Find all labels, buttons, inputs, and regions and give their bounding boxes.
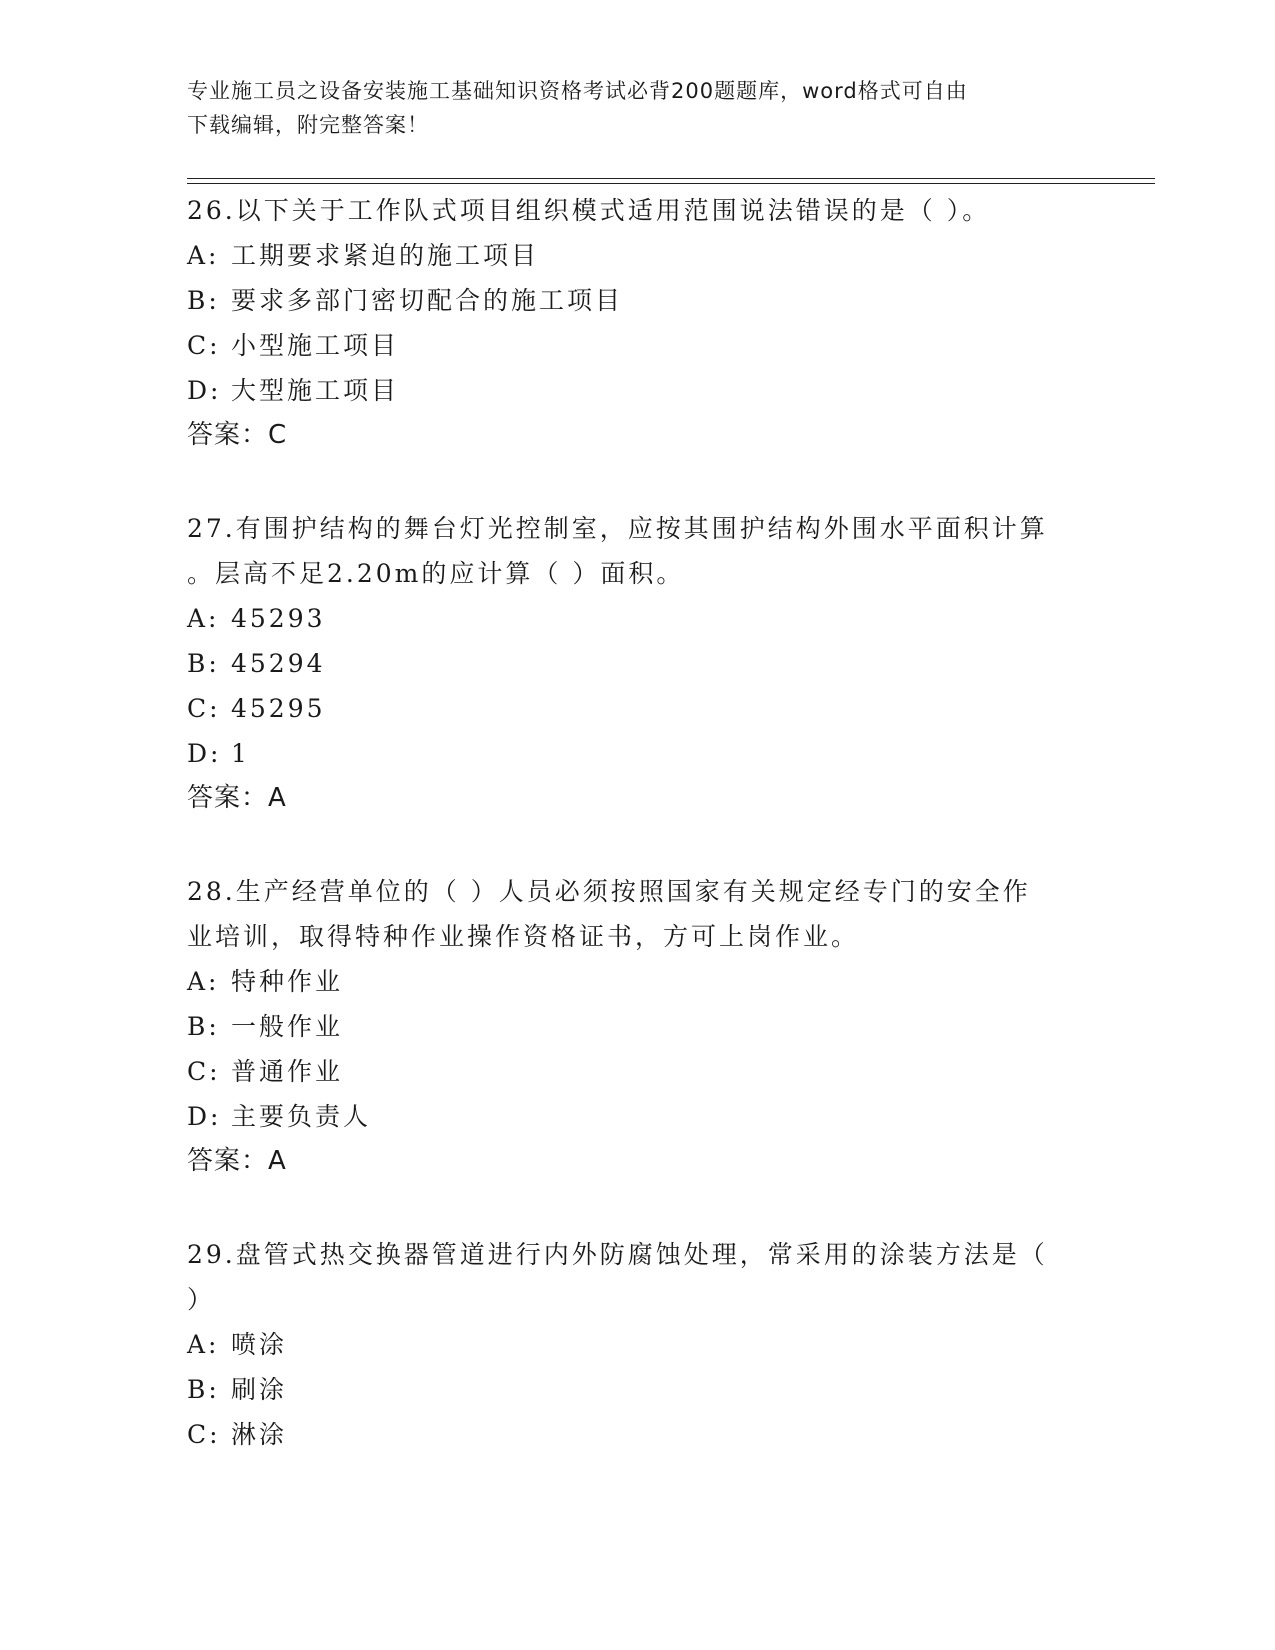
question-list xyxy=(187,188,1087,1505)
question-stem xyxy=(187,1232,1087,1277)
question-block xyxy=(187,869,1087,1184)
answer-option xyxy=(187,1412,1087,1457)
question-number: 29. xyxy=(187,1240,236,1269)
option-text: 要求多部门密切配合的施工项目 xyxy=(231,286,624,315)
option-text: 主要负责人 xyxy=(231,1102,372,1131)
option-letter: D: xyxy=(187,739,222,768)
question-number: 27. xyxy=(187,514,236,543)
question-stem xyxy=(187,188,1087,233)
option-letter: A: xyxy=(187,604,220,633)
answer-option xyxy=(187,278,1087,323)
option-letter: B: xyxy=(187,1012,220,1041)
header-divider-top xyxy=(187,178,1155,179)
option-text: 45294 xyxy=(231,649,326,678)
option-letter: D: xyxy=(187,1102,222,1131)
answer-option xyxy=(187,731,1087,776)
question-text: 。层高不足2.20m的应计算（ ）面积。 xyxy=(187,559,685,588)
question-stem-continued xyxy=(187,914,1087,959)
question-text: 有围护结构的舞台灯光控制室，应按其围护结构外围水平面积计算 xyxy=(235,514,1048,543)
option-text: 小型施工项目 xyxy=(231,331,400,360)
option-letter: A: xyxy=(187,241,220,270)
option-letter: C: xyxy=(187,1057,221,1086)
option-text: 普通作业 xyxy=(231,1057,344,1086)
header-line-1: 专业施工员之设备安装施工基础知识资格考试必背200题题库，word格式可自由 xyxy=(187,79,968,103)
question-text: 生产经营单位的（ ）人员必须按照国家有关规定经专门的安全作 xyxy=(235,877,1031,906)
question-text: 盘管式热交换器管道进行内外防腐蚀处理，常采用的涂装方法是（ xyxy=(235,1240,1048,1269)
answer-option xyxy=(187,596,1087,641)
option-text: 45295 xyxy=(231,694,326,723)
option-letter: D: xyxy=(187,376,222,405)
option-text: 特种作业 xyxy=(231,967,344,996)
question-block xyxy=(187,506,1087,821)
answer-option xyxy=(187,368,1087,413)
option-text: 1 xyxy=(231,739,250,768)
answer-option xyxy=(187,323,1087,368)
header-line-2: 下载编辑，附完整答案！ xyxy=(187,113,429,137)
option-letter: A: xyxy=(187,1330,220,1359)
option-letter: B: xyxy=(187,1375,220,1404)
answer-option xyxy=(187,1094,1087,1139)
question-block xyxy=(187,188,1087,458)
answer-option xyxy=(187,1322,1087,1367)
answer-key: 答案：A xyxy=(187,1146,287,1176)
question-text: ） xyxy=(187,1285,216,1314)
answer-key: 答案：C xyxy=(187,420,288,450)
question-number: 26. xyxy=(187,196,236,225)
answer-option xyxy=(187,233,1087,278)
answer-option xyxy=(187,1367,1087,1412)
option-text: 淋涂 xyxy=(231,1420,288,1449)
option-letter: A: xyxy=(187,967,220,996)
answer-option xyxy=(187,686,1087,731)
answer-key: 答案：A xyxy=(187,783,287,813)
option-text: 喷涂 xyxy=(231,1330,288,1359)
question-stem-continued xyxy=(187,1277,1087,1322)
answer-option xyxy=(187,1004,1087,1049)
header-divider-bottom xyxy=(187,183,1155,184)
option-letter: C: xyxy=(187,694,221,723)
option-letter: B: xyxy=(187,286,220,315)
answer-option xyxy=(187,1049,1087,1094)
document-header xyxy=(187,74,1067,142)
question-stem xyxy=(187,506,1087,551)
option-text: 工期要求紧迫的施工项目 xyxy=(231,241,540,270)
answer-option xyxy=(187,641,1087,686)
answer-option xyxy=(187,959,1087,1004)
option-letter: C: xyxy=(187,331,221,360)
option-letter: C: xyxy=(187,1420,221,1449)
option-letter: B: xyxy=(187,649,220,678)
option-text: 45293 xyxy=(231,604,326,633)
option-text: 大型施工项目 xyxy=(231,376,400,405)
question-stem-continued xyxy=(187,551,1087,596)
question-text: 以下关于工作队式项目组织模式适用范围说法错误的是（ ）。 xyxy=(235,196,991,225)
question-block xyxy=(187,1232,1087,1457)
question-stem xyxy=(187,869,1087,914)
option-text: 刷涂 xyxy=(231,1375,288,1404)
question-text: 业培训，取得特种作业操作资格证书，方可上岗作业。 xyxy=(187,922,860,951)
question-number: 28. xyxy=(187,877,236,906)
option-text: 一般作业 xyxy=(231,1012,344,1041)
